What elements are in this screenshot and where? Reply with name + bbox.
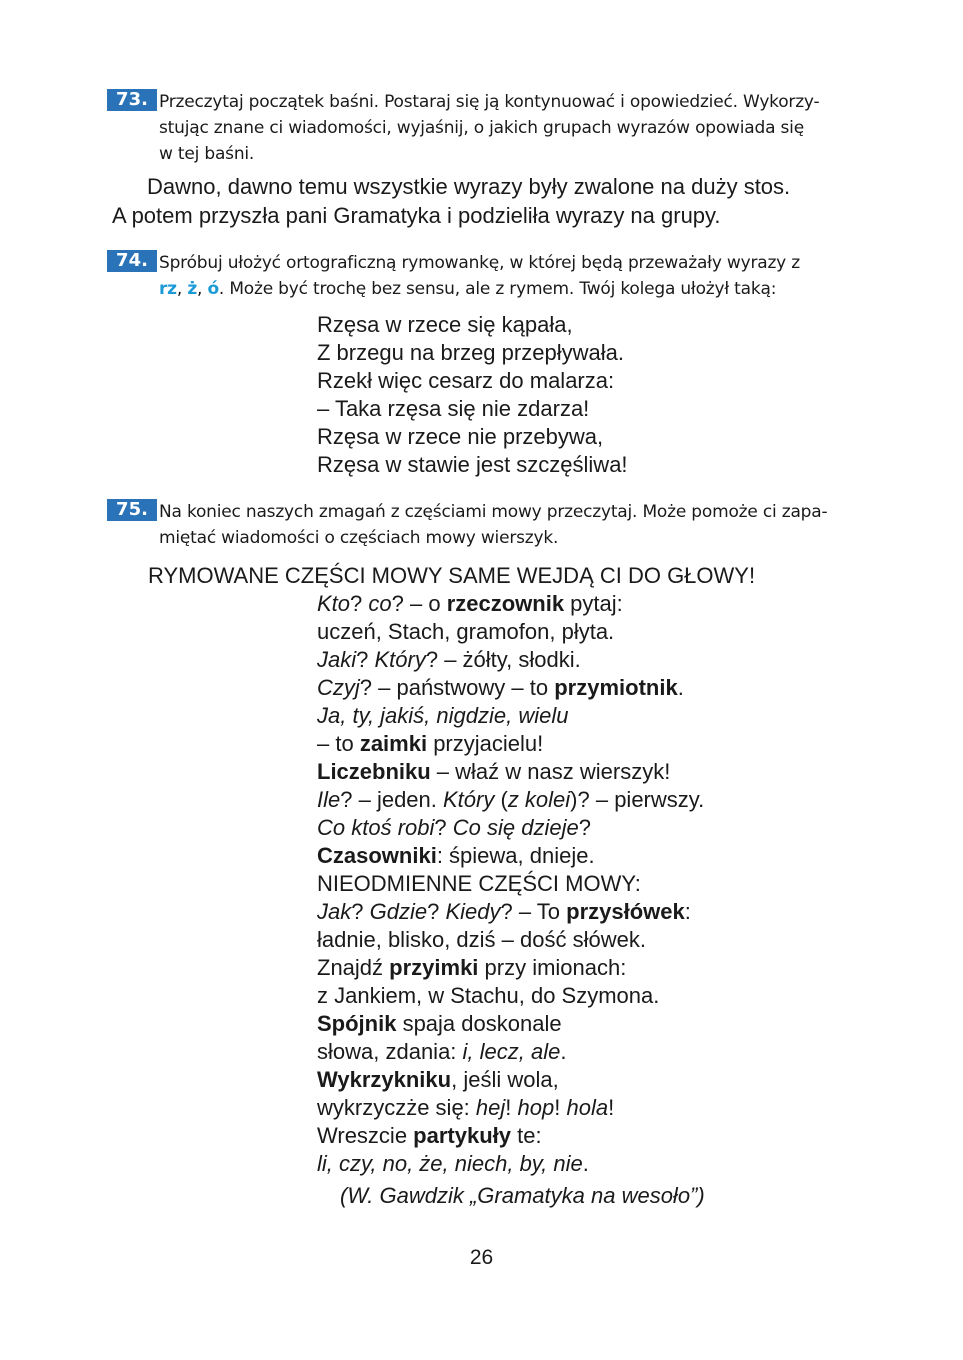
poem-line: Rzęsa w rzece nie przebywa, xyxy=(317,424,604,449)
italic-text: Kiedy xyxy=(445,899,501,924)
poem-line xyxy=(317,786,704,814)
exercise-instruction xyxy=(159,499,882,551)
bold-term: rzeczownik xyxy=(446,591,565,616)
exercise-number-badge: 73. xyxy=(107,89,157,111)
poem-line xyxy=(317,758,704,786)
poem-text: spaja doskonale xyxy=(396,1011,562,1036)
bold-term: Wykrzykniku xyxy=(317,1067,452,1092)
bold-term: przysłówek xyxy=(566,899,685,924)
poem-text: NIEODMIENNE CZĘŚCI MOWY: xyxy=(317,871,641,896)
poem-text: pytaj: xyxy=(564,591,623,616)
bold-term: przymiotnik xyxy=(554,675,678,700)
instruction-line: Przeczytaj początek baśni. Postaraj się ją kontynuować i opowiedzieć. Wykorzy- xyxy=(159,92,820,112)
instruction-line: Spróbuj ułożyć ortograficzną rymowankę, w której będą przeważały wyrazy z xyxy=(159,253,800,273)
italic-text: Jak xyxy=(317,899,352,924)
italic-text: Który xyxy=(374,647,426,672)
poem-text: ładnie, blisko, dziś – dość słówek. xyxy=(317,927,646,952)
italic-text: Gdzie xyxy=(369,899,428,924)
poem-line xyxy=(317,926,704,954)
exercise-number-badge: 75. xyxy=(107,499,157,521)
poem-text: ? xyxy=(427,899,446,924)
poem-text: ! xyxy=(554,1095,567,1120)
poem-text: – właź w nasz wierszyk! xyxy=(430,759,671,784)
poem-line xyxy=(317,1122,704,1150)
poem-text: ? – To xyxy=(500,899,567,924)
rhyme-poem xyxy=(317,311,628,479)
poem-text: . xyxy=(560,1039,567,1064)
poem-text: ? xyxy=(350,591,369,616)
poem-text: ( xyxy=(494,787,508,812)
poem-attribution: (W. Gawdzik „Gramatyka na wesoło”) xyxy=(340,1183,705,1208)
parts-of-speech-poem xyxy=(317,590,704,1178)
highlight-o: ó xyxy=(207,279,219,299)
exercise-number-badge: 74. xyxy=(107,250,157,272)
poem-text: Wreszcie xyxy=(317,1123,414,1148)
poem-text: , jeśli wola, xyxy=(451,1067,559,1092)
exercise-instruction xyxy=(159,89,882,167)
poem-line xyxy=(317,702,704,730)
poem-text: – to xyxy=(317,731,360,756)
poem-text: ? xyxy=(578,815,591,840)
poem-text: . xyxy=(677,675,684,700)
story-line: A potem przyszła pani Gramatyka i podzieliła wyrazy na grupy. xyxy=(112,203,721,228)
poem-text: z Jankiem, w Stachu, do Szymona. xyxy=(317,983,660,1008)
exercise-74 xyxy=(107,250,882,302)
bold-term: przyimki xyxy=(389,955,479,980)
instruction-line: miętać wiadomości o częściach mowy wierszyk. xyxy=(159,528,559,548)
poem-line xyxy=(317,646,704,674)
exercise-75 xyxy=(107,499,882,551)
poem-line xyxy=(317,898,704,926)
poem-line xyxy=(317,842,704,870)
italic-text: z kolei xyxy=(507,787,571,812)
poem-text: ? – jeden. xyxy=(340,787,443,812)
poem-text: te: xyxy=(511,1123,542,1148)
instruction-line: w tej baśni. xyxy=(159,144,255,164)
poem-title: RYMOWANE CZĘŚCI MOWY SAME WEJDĄ CI DO GŁOWY! xyxy=(148,563,756,588)
poem-line: Rzęsa w rzece się kąpała, xyxy=(317,312,573,337)
poem-line xyxy=(317,1150,704,1178)
story-line: Dawno, dawno temu wszystkie wyrazy były zwalone na duży stos. xyxy=(147,174,791,199)
poem-text: ? – państwowy – to xyxy=(359,675,555,700)
poem-line xyxy=(317,730,704,758)
exercise-instruction xyxy=(159,250,882,302)
poem-line xyxy=(317,870,704,898)
italic-text: hop xyxy=(517,1095,555,1120)
poem-line: Rzęsa w stawie jest szczęśliwa! xyxy=(317,452,628,477)
poem-text: ? – o xyxy=(391,591,447,616)
page-number: 26 xyxy=(469,1246,494,1269)
exercise-73 xyxy=(107,89,882,167)
poem-line xyxy=(317,590,704,618)
italic-text: Ile xyxy=(317,787,341,812)
poem-line xyxy=(317,1066,704,1094)
italic-text: hej xyxy=(475,1095,506,1120)
poem-line xyxy=(317,674,704,702)
italic-text: Co się dzieje xyxy=(452,815,579,840)
italic-text: Czyj xyxy=(317,675,360,700)
italic-text: hola xyxy=(566,1095,609,1120)
bold-term: zaimki xyxy=(359,731,428,756)
italic-text: Który xyxy=(443,787,495,812)
poem-text: ! xyxy=(505,1095,518,1120)
poem-text: ? xyxy=(351,899,370,924)
poem-text: uczeń, Stach, gramofon, płyta. xyxy=(317,619,615,644)
bold-term: partykuły xyxy=(413,1123,511,1148)
italic-text: co xyxy=(368,591,392,616)
poem-line xyxy=(317,982,704,1010)
poem-text: wykrzyczże się: xyxy=(317,1095,476,1120)
italic-text: Co ktoś robi xyxy=(317,815,435,840)
poem-line xyxy=(317,1010,704,1038)
bold-term: Spójnik xyxy=(317,1011,397,1036)
poem-line: Rzekł więc cesarz do malarza: xyxy=(317,368,615,393)
poem-text: : xyxy=(684,899,691,924)
poem-line xyxy=(317,618,704,646)
italic-text: Ja, ty, jakiś, nigdzie, wielu xyxy=(317,703,569,728)
poem-line: – Taka rzęsa się nie zdarza! xyxy=(317,396,590,421)
italic-text: Jaki xyxy=(317,647,357,672)
poem-line xyxy=(317,814,704,842)
poem-line: Z brzegu na brzeg przepływała. xyxy=(317,340,624,365)
poem-text: )? – pierwszy. xyxy=(570,787,705,812)
highlight-z: ż xyxy=(187,279,198,299)
poem-text: przyjacielu! xyxy=(427,731,544,756)
poem-line xyxy=(317,1038,704,1066)
poem-text: słowa, zdania: xyxy=(317,1039,463,1064)
highlight-rz: rz xyxy=(159,279,177,299)
poem-text: : śpiewa, dnieje. xyxy=(436,843,595,868)
italic-text: Kto xyxy=(317,591,351,616)
poem-text: . xyxy=(582,1151,589,1176)
instruction-line: rz, ż, ó. Może być trochę bez sensu, ale z rymem. Twój kolega ułożył taką: xyxy=(159,279,777,299)
bold-term: Czasowniki xyxy=(317,843,437,868)
poem-line xyxy=(317,954,704,982)
poem-text: ? xyxy=(356,647,375,672)
poem-text: ? – żółty, słodki. xyxy=(425,647,581,672)
bold-term: Liczebniku xyxy=(317,759,431,784)
poem-text: Znajdź xyxy=(317,955,390,980)
poem-text: ? xyxy=(434,815,453,840)
italic-text: li, czy, no, że, niech, by, nie xyxy=(317,1151,583,1176)
instruction-line: stując znane ci wiadomości, wyjaśnij, o jakich grupach wyrazów opowiada się xyxy=(159,118,804,138)
poem-line xyxy=(317,1094,704,1122)
instruction-line: Na koniec naszych zmagań z częściami mowy przeczytaj. Może pomoże ci zapa- xyxy=(159,502,828,522)
poem-text: ! xyxy=(608,1095,615,1120)
fairy-tale-excerpt xyxy=(112,172,880,230)
italic-text: i, lecz, ale xyxy=(462,1039,561,1064)
poem-text: przy imionach: xyxy=(478,955,627,980)
